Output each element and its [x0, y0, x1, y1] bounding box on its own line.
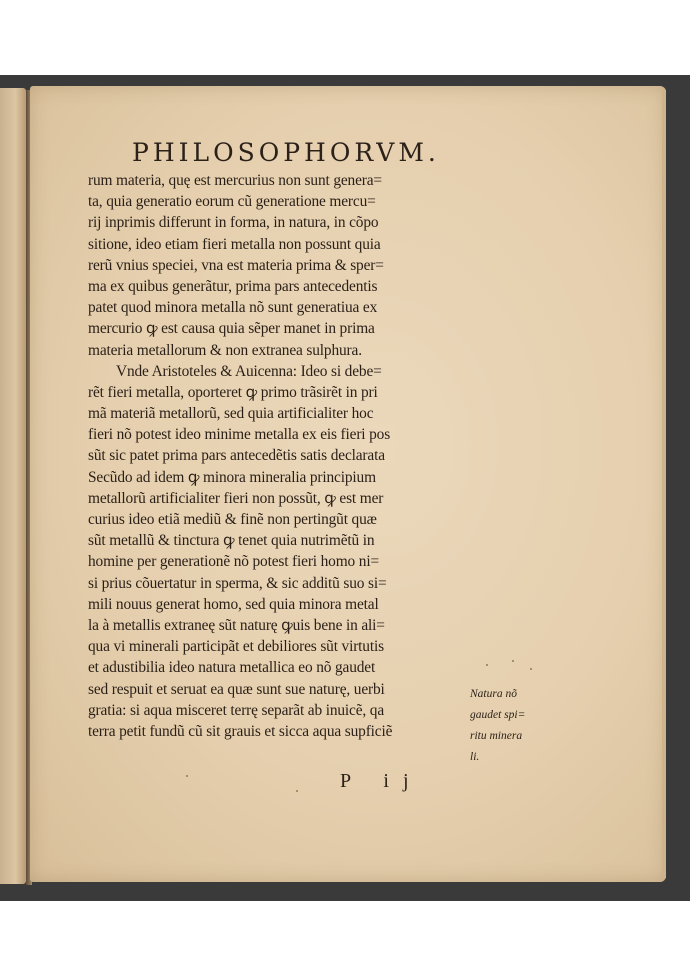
text-line: qua vi minerali participãt et debiliores sũt virtutis: [88, 638, 384, 656]
marginal-note-line: Natura nõ: [470, 688, 517, 700]
text-line: Secũdo ad idem ꝙ minora mineralia principium: [88, 468, 376, 486]
text-line: patet quod minora metalla nõ sunt generatiua ex: [88, 299, 378, 317]
text-line: ta, quia generatio eorum cũ generatione mercu=: [88, 193, 376, 211]
facing-page-edge: [0, 88, 26, 884]
text-line: sũt metallũ & tinctura ꝙ tenet quia nutrimẽtũ in: [88, 532, 375, 550]
text-line: la à metallis extraneę sũt naturę ꝙuis bene in ali=: [88, 616, 385, 634]
text-line: mercurio ꝙ est causa quia sẽper manet in prima: [88, 320, 375, 338]
marginal-note-line: ritu minera: [470, 730, 523, 742]
page-fore-edge: [662, 90, 666, 878]
ink-speck: [486, 664, 488, 666]
marginal-note: [470, 684, 580, 768]
text-line: curius ideo etiã mediũ & finẽ non pertingũt quæ: [88, 511, 377, 528]
running-head: PHILOSOPHORVM.: [132, 138, 440, 167]
ink-speck: [296, 790, 298, 792]
ink-speck: [530, 668, 532, 670]
text-line: et adustibilia ideo natura metallica eo nõ gaudet: [88, 659, 376, 677]
text-line: homine per generationẽ nõ potest fieri homo ni=: [88, 553, 379, 571]
text-line: rerũ vnius speciei, vna est materia prima & sper=: [88, 256, 384, 274]
text-line: mili nouus generat homo, sed quia minora metal: [88, 595, 379, 613]
paragraph-start-line: Vnde Aristoteles & Auicenna: Ideo si debe=: [116, 362, 382, 380]
text-line: ma ex quibus generãtur, prima pars antecedentis: [88, 277, 378, 295]
text-line: metallorũ artificialiter fieri non possũt, ꝙ est mer: [88, 489, 384, 507]
text-line: sed respuit et seruat ea quæ sunt sue naturę, uerbi: [88, 680, 385, 698]
text-line: gratia: si aqua misceret terrę separãt ab inuicẽ, qa: [88, 701, 385, 719]
text-line: materia metallorum & non extranea sulphura.: [88, 341, 362, 359]
text-line: sitione, ideo etiam fieri metalla non possunt quia: [88, 235, 381, 253]
text-line: rij inprimis differunt in forma, in natura, in cõpo: [88, 214, 379, 232]
ink-speck: [186, 775, 188, 777]
text-line: fieri nõ potest ideo minime metalla ex eis fieri pos: [88, 426, 391, 444]
marginal-note-line: li.: [470, 751, 480, 763]
marginal-note-line: gaudet spi=: [470, 709, 526, 721]
text-line: si prius cõuertatur in sperma, & sic additũ suo si=: [88, 574, 387, 592]
text-line: sũt sic patet prima pars antecedẽtis satis declarata: [88, 447, 385, 465]
ink-speck: [512, 660, 514, 662]
text-line: rum materia, quę est mercurius non sunt genera=: [88, 172, 382, 189]
text-line: mã materiã metallorũ, sed quia artificialiter hoc: [88, 405, 374, 423]
text-line: terra petit fundũ cũ sit grauis et sicca aqua supficiẽ: [88, 722, 393, 740]
text-line: rẽt fieri metalla, oporteret ꝙ primo trãsirẽt in pri: [88, 383, 378, 401]
body-text: [88, 170, 488, 742]
signature-mark: P ij: [340, 770, 423, 792]
